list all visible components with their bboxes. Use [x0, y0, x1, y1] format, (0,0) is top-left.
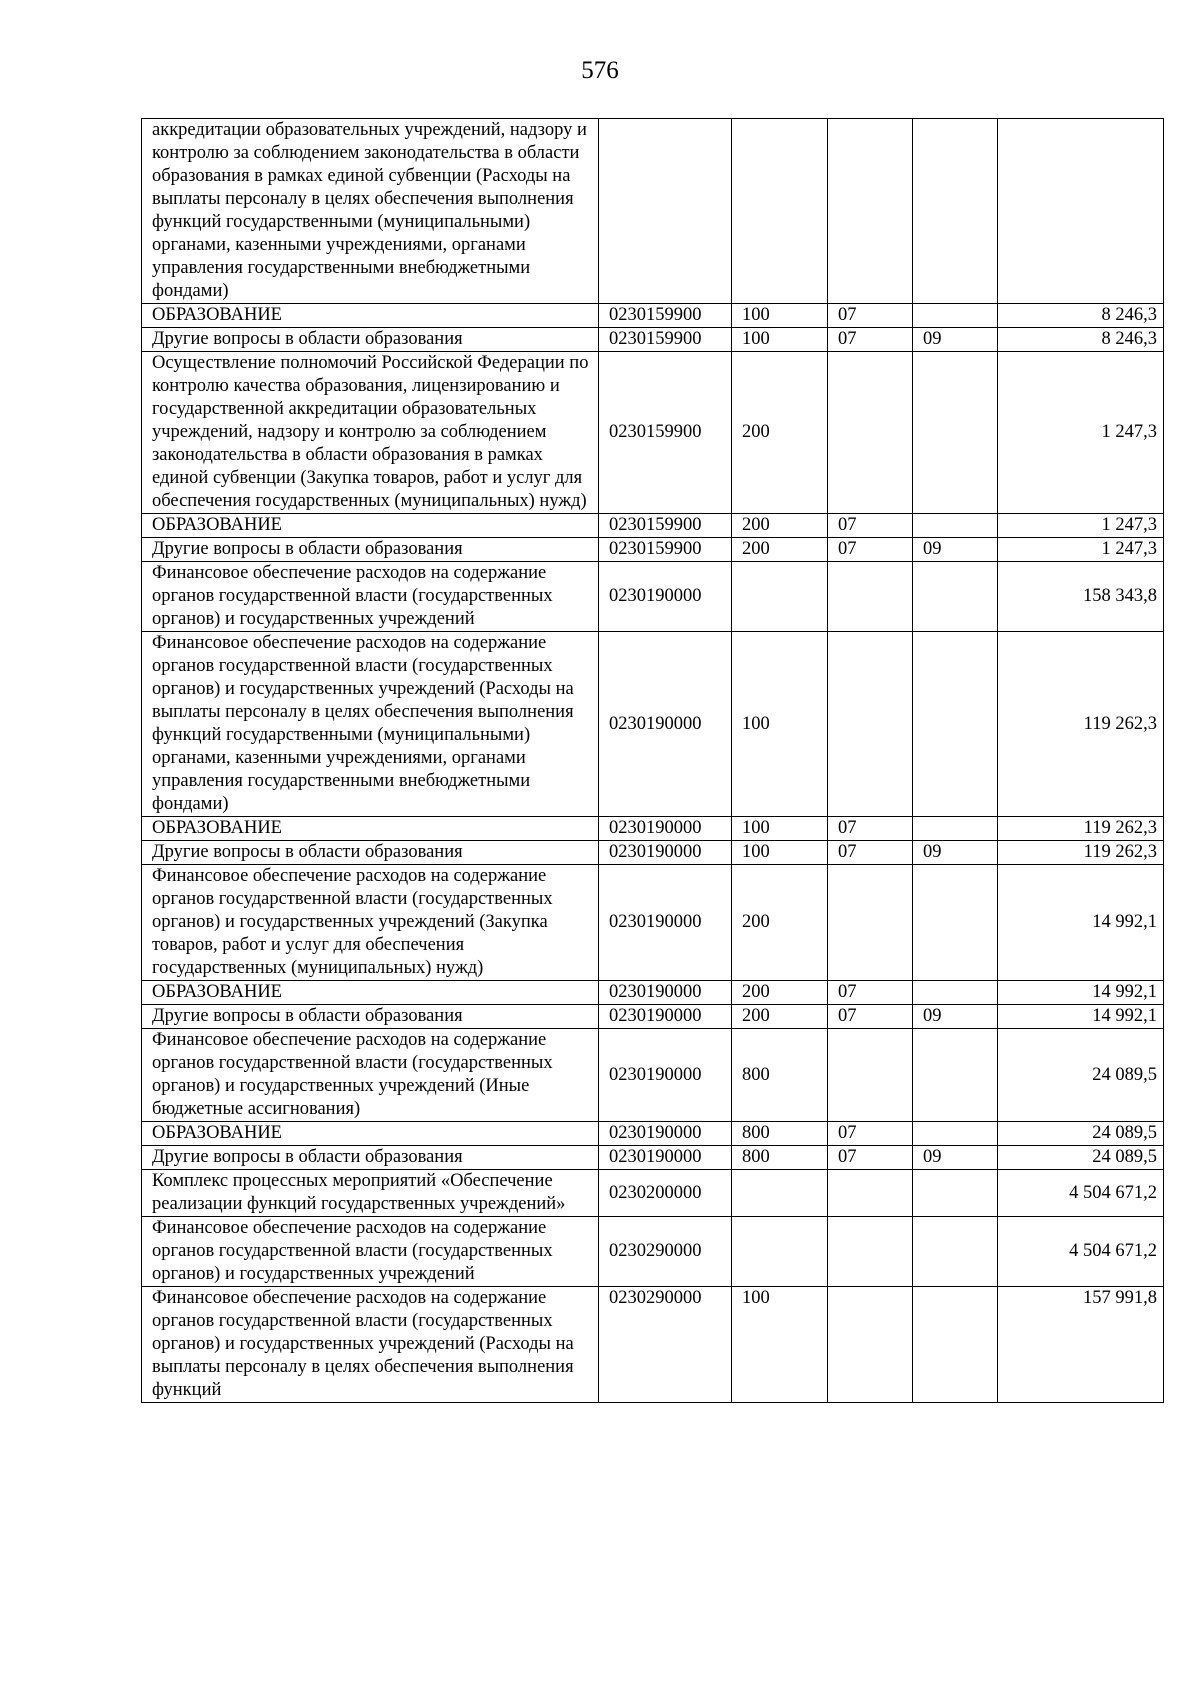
- row-code-cell: 0230190000: [599, 817, 732, 841]
- table-row: [142, 119, 1164, 304]
- row-sum-cell: 119 262,3: [998, 817, 1164, 841]
- row-section-cell: [828, 1287, 913, 1403]
- table-row: [142, 1287, 1164, 1403]
- row-subsection-cell: [913, 632, 998, 817]
- row-subsection-cell: [913, 865, 998, 981]
- row-expense-type-cell: 800: [732, 1146, 828, 1170]
- row-expense-type-cell: 200: [732, 981, 828, 1005]
- row-subsection-cell: [913, 514, 998, 538]
- table-row: [142, 1122, 1164, 1146]
- row-section-cell: [828, 352, 913, 514]
- row-section-cell: 07: [828, 1122, 913, 1146]
- row-code-cell: 0230190000: [599, 981, 732, 1005]
- row-name-cell: ОБРАЗОВАНИЕ: [142, 514, 599, 538]
- row-expense-type-cell: [732, 562, 828, 632]
- row-section-cell: [828, 119, 913, 304]
- row-name-cell: Финансовое обеспечение расходов на содержание органов государственной власти (государственных органов) и государственных учреждений (Закупка товаров, работ и услуг для обеспечения государственных (муниципальных) нужд): [142, 865, 599, 981]
- row-name-cell: Другие вопросы в области образования: [142, 1146, 599, 1170]
- row-name-cell: аккредитации образовательных учреждений, надзору и контролю за соблюдением законодательства в области образования в рамках единой субвенции (Расходы на выплаты персоналу в целях обеспечения выполнения функций государственными (муниципальными) органами, казенными учреждениями, органами управления государственными внебюджетными фондами): [142, 119, 599, 304]
- row-sum-cell: 119 262,3: [998, 632, 1164, 817]
- row-subsection-cell: [913, 562, 998, 632]
- table-row: [142, 562, 1164, 632]
- row-name-cell: Осуществление полномочий Российской Федерации по контролю качества образования, лицензированию и государственной аккредитации образовательных учреждений, надзору и контролю за соблюдением законодательства в области образования в рамках единой субвенции (Закупка товаров, работ и услуг для обеспечения государственных (муниципальных) нужд): [142, 352, 599, 514]
- row-subsection-cell: 09: [913, 328, 998, 352]
- row-section-cell: [828, 562, 913, 632]
- row-code-cell: 0230159900: [599, 352, 732, 514]
- table-row: [142, 1029, 1164, 1122]
- row-sum-cell: 158 343,8: [998, 562, 1164, 632]
- row-subsection-cell: [913, 1122, 998, 1146]
- table-row: [142, 817, 1164, 841]
- row-section-cell: [828, 632, 913, 817]
- row-name-cell: Другие вопросы в области образования: [142, 1005, 599, 1029]
- row-subsection-cell: 09: [913, 841, 998, 865]
- row-subsection-cell: [913, 1029, 998, 1122]
- budget-table: [141, 118, 1164, 1403]
- row-code-cell: 0230190000: [599, 1122, 732, 1146]
- row-expense-type-cell: 100: [732, 304, 828, 328]
- row-section-cell: 07: [828, 817, 913, 841]
- row-code-cell: 0230190000: [599, 841, 732, 865]
- row-code-cell: 0230159900: [599, 514, 732, 538]
- table-row: [142, 352, 1164, 514]
- row-name-cell: Финансовое обеспечение расходов на содержание органов государственной власти (государственных органов) и государственных учреждений: [142, 1217, 599, 1287]
- row-expense-type-cell: 100: [732, 817, 828, 841]
- row-name-cell: Другие вопросы в области образования: [142, 841, 599, 865]
- row-name-cell: Финансовое обеспечение расходов на содержание органов государственной власти (государственных органов) и государственных учреждений (Иные бюджетные ассигнования): [142, 1029, 599, 1122]
- row-subsection-cell: 09: [913, 1005, 998, 1029]
- row-sum-cell: 14 992,1: [998, 865, 1164, 981]
- table-row: [142, 1217, 1164, 1287]
- row-sum-cell: 24 089,5: [998, 1029, 1164, 1122]
- row-sum-cell: 14 992,1: [998, 981, 1164, 1005]
- row-section-cell: 07: [828, 981, 913, 1005]
- row-section-cell: [828, 1170, 913, 1217]
- row-name-cell: ОБРАЗОВАНИЕ: [142, 304, 599, 328]
- row-code-cell: 0230290000: [599, 1217, 732, 1287]
- row-expense-type-cell: [732, 119, 828, 304]
- row-subsection-cell: [913, 981, 998, 1005]
- row-expense-type-cell: 800: [732, 1122, 828, 1146]
- table-row: [142, 865, 1164, 981]
- row-sum-cell: 8 246,3: [998, 328, 1164, 352]
- row-sum-cell: 24 089,5: [998, 1146, 1164, 1170]
- row-expense-type-cell: 800: [732, 1029, 828, 1122]
- row-sum-cell: 4 504 671,2: [998, 1170, 1164, 1217]
- row-expense-type-cell: 200: [732, 538, 828, 562]
- row-subsection-cell: [913, 119, 998, 304]
- table-row: [142, 328, 1164, 352]
- row-sum-cell: 1 247,3: [998, 538, 1164, 562]
- row-subsection-cell: 09: [913, 1146, 998, 1170]
- row-expense-type-cell: 100: [732, 841, 828, 865]
- table-row: [142, 841, 1164, 865]
- row-name-cell: ОБРАЗОВАНИЕ: [142, 817, 599, 841]
- row-name-cell: Финансовое обеспечение расходов на содержание органов государственной власти (государственных органов) и государственных учреждений (Расходы на выплаты персоналу в целях обеспечения выполнения функций: [142, 1287, 599, 1403]
- table-row: [142, 1005, 1164, 1029]
- table-row: [142, 514, 1164, 538]
- row-code-cell: 0230200000: [599, 1170, 732, 1217]
- row-subsection-cell: 09: [913, 538, 998, 562]
- row-subsection-cell: [913, 1170, 998, 1217]
- row-sum-cell: 8 246,3: [998, 304, 1164, 328]
- row-code-cell: 0230159900: [599, 538, 732, 562]
- row-name-cell: Комплекс процессных мероприятий «Обеспечение реализации функций государственных учреждений»: [142, 1170, 599, 1217]
- row-code-cell: 0230159900: [599, 328, 732, 352]
- row-section-cell: [828, 865, 913, 981]
- row-expense-type-cell: 100: [732, 632, 828, 817]
- row-expense-type-cell: 200: [732, 865, 828, 981]
- row-sum-cell: 24 089,5: [998, 1122, 1164, 1146]
- page-number: 576: [581, 57, 619, 84]
- row-expense-type-cell: 200: [732, 514, 828, 538]
- row-sum-cell: [998, 119, 1164, 304]
- row-section-cell: [828, 1217, 913, 1287]
- row-sum-cell: 14 992,1: [998, 1005, 1164, 1029]
- row-expense-type-cell: [732, 1170, 828, 1217]
- row-code-cell: 0230190000: [599, 865, 732, 981]
- row-sum-cell: 4 504 671,2: [998, 1217, 1164, 1287]
- table-row: [142, 1146, 1164, 1170]
- row-name-cell: Другие вопросы в области образования: [142, 538, 599, 562]
- row-expense-type-cell: [732, 1217, 828, 1287]
- table-row: [142, 538, 1164, 562]
- table-row: [142, 304, 1164, 328]
- row-code-cell: 0230190000: [599, 1146, 732, 1170]
- row-section-cell: 07: [828, 538, 913, 562]
- row-subsection-cell: [913, 817, 998, 841]
- row-subsection-cell: [913, 1287, 998, 1403]
- row-section-cell: 07: [828, 304, 913, 328]
- row-sum-cell: 1 247,3: [998, 352, 1164, 514]
- row-code-cell: 0230190000: [599, 562, 732, 632]
- row-code-cell: 0230190000: [599, 1005, 732, 1029]
- row-subsection-cell: [913, 1217, 998, 1287]
- row-code-cell: 0230159900: [599, 304, 732, 328]
- row-section-cell: 07: [828, 1005, 913, 1029]
- row-expense-type-cell: 200: [732, 1005, 828, 1029]
- row-section-cell: 07: [828, 841, 913, 865]
- row-sum-cell: 119 262,3: [998, 841, 1164, 865]
- row-name-cell: Другие вопросы в области образования: [142, 328, 599, 352]
- table-row: [142, 632, 1164, 817]
- row-section-cell: 07: [828, 1146, 913, 1170]
- row-expense-type-cell: 100: [732, 328, 828, 352]
- row-subsection-cell: [913, 352, 998, 514]
- table-row: [142, 981, 1164, 1005]
- row-sum-cell: 157 991,8: [998, 1287, 1164, 1403]
- row-code-cell: 0230190000: [599, 632, 732, 817]
- row-sum-cell: 1 247,3: [998, 514, 1164, 538]
- row-subsection-cell: [913, 304, 998, 328]
- row-expense-type-cell: 100: [732, 1287, 828, 1403]
- row-section-cell: 07: [828, 328, 913, 352]
- row-name-cell: Финансовое обеспечение расходов на содержание органов государственной власти (государственных органов) и государственных учреждений: [142, 562, 599, 632]
- row-code-cell: 0230190000: [599, 1029, 732, 1122]
- row-section-cell: 07: [828, 514, 913, 538]
- row-expense-type-cell: 200: [732, 352, 828, 514]
- row-name-cell: Финансовое обеспечение расходов на содержание органов государственной власти (государственных органов) и государственных учреждений (Расходы на выплаты персоналу в целях обеспечения выполнения функций государственными (муниципальными) органами, казенными учреждениями, органами управления государственными внебюджетными фондами): [142, 632, 599, 817]
- row-code-cell: [599, 119, 732, 304]
- row-name-cell: ОБРАЗОВАНИЕ: [142, 981, 599, 1005]
- budget-table-body: [142, 119, 1164, 1403]
- row-name-cell: ОБРАЗОВАНИЕ: [142, 1122, 599, 1146]
- table-row: [142, 1170, 1164, 1217]
- row-code-cell: 0230290000: [599, 1287, 732, 1403]
- row-section-cell: [828, 1029, 913, 1122]
